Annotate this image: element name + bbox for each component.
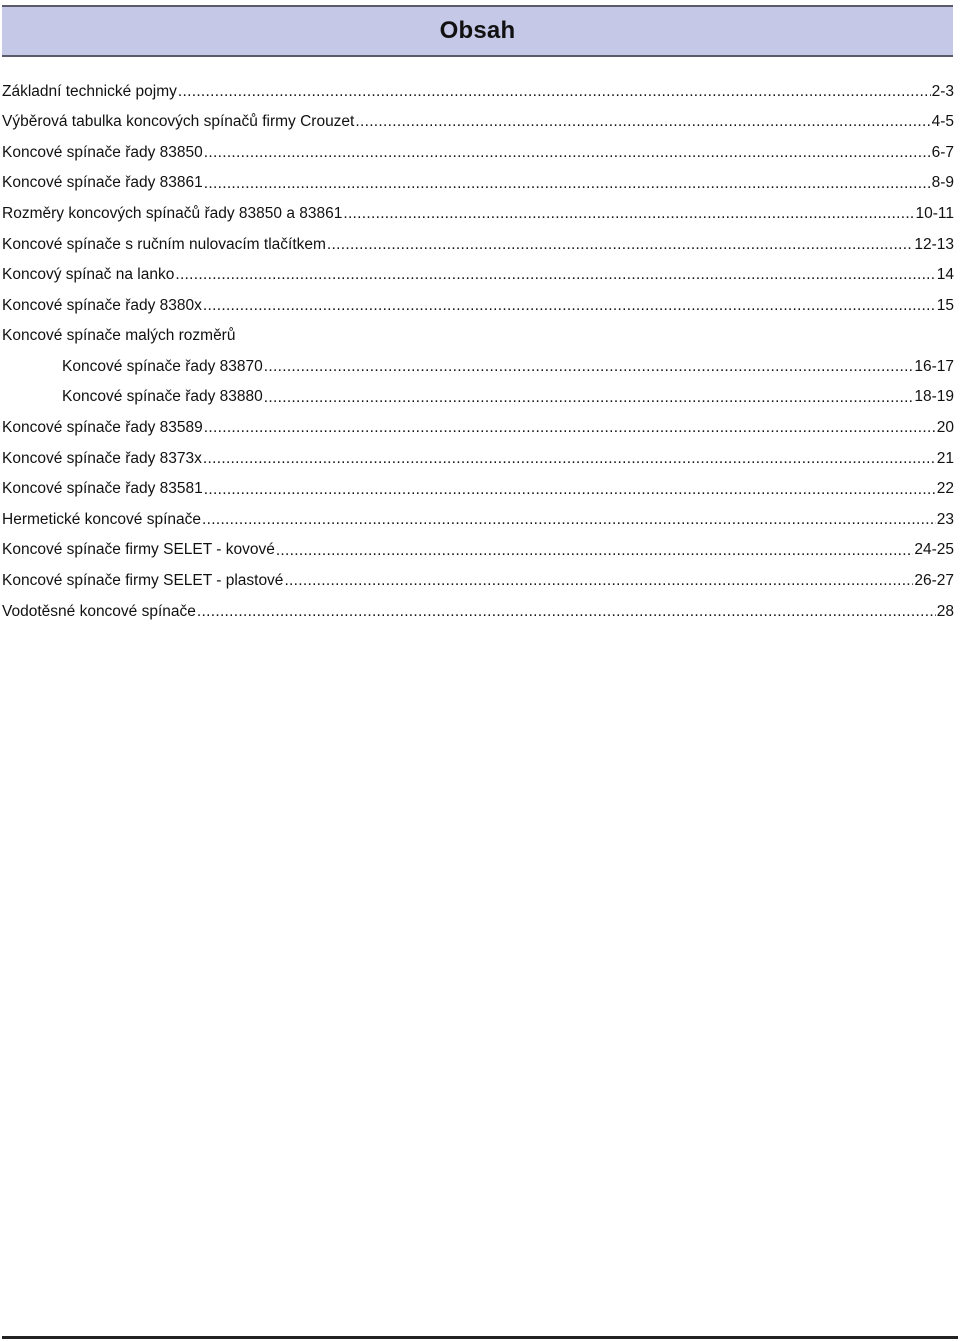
toc-leader-dots — [197, 603, 936, 619]
toc-entry-page: 12-13 — [914, 235, 954, 253]
toc-entry-label: Koncové spínače řady 83870 — [62, 357, 263, 375]
toc-entry-page: 21 — [936, 449, 954, 467]
toc-entry-label: Koncové spínače firmy SELET - kovové — [2, 541, 275, 559]
toc-entry-selet-kovove[interactable] — [2, 535, 954, 566]
toc-leader-dots — [203, 450, 936, 466]
toc-leader-dots — [204, 175, 931, 191]
toc-entry-page: 8-9 — [931, 174, 954, 192]
toc-entry-label: Koncové spínače řady 83861 — [2, 174, 203, 192]
toc-leader-dots — [204, 144, 931, 160]
toc-leader-dots — [327, 236, 913, 252]
toc-entry-label: Základní technické pojmy — [2, 82, 177, 100]
toc-entry-page: 15 — [936, 296, 954, 314]
toc-entry-label: Koncové spínače řady 8380x — [2, 296, 202, 314]
toc-entry-na-lanko[interactable] — [2, 260, 954, 291]
toc-entry-label: Koncové spínače s ručním nulovacím tlačítkem — [2, 235, 326, 253]
toc-leader-dots — [203, 297, 936, 313]
toc-entry-rada-83861[interactable] — [2, 168, 954, 199]
toc-entry-page: 16-17 — [914, 357, 954, 375]
toc-leader-dots — [355, 114, 930, 130]
toc-leader-dots — [284, 573, 913, 589]
table-of-contents — [2, 76, 954, 627]
toc-entry-vodotesne[interactable] — [2, 596, 954, 627]
toc-entry-page: 18-19 — [914, 388, 954, 406]
toc-entry-rada-83880[interactable] — [2, 382, 954, 413]
toc-leader-dots — [175, 267, 935, 283]
footer-divider — [2, 1336, 958, 1339]
toc-section-label: Koncové spínače malých rozměrů — [2, 327, 236, 345]
toc-entry-page: 26-27 — [914, 572, 954, 590]
toc-entry-page: 28 — [936, 602, 954, 620]
toc-entry-label: Koncové spínače řady 83880 — [62, 388, 263, 406]
toc-section-malych-rozmeru[interactable] — [2, 321, 954, 352]
toc-leader-dots — [343, 206, 914, 222]
toc-entry-rada-83581[interactable] — [2, 474, 954, 505]
toc-entry-rada-8380x[interactable] — [2, 290, 954, 321]
toc-entry-rozmery[interactable] — [2, 198, 954, 229]
toc-entry-selet-plastove[interactable] — [2, 566, 954, 597]
toc-leader-dots — [204, 420, 936, 436]
toc-leader-dots — [276, 542, 914, 558]
toc-entry-label: Rozměry koncových spínačů řady 83850 a 83861 — [2, 204, 343, 222]
toc-entry-page: 24-25 — [914, 541, 954, 559]
toc-entry-label: Koncový spínač na lanko — [2, 266, 175, 284]
toc-leader-dots — [264, 359, 914, 375]
toc-entry-label: Koncové spínače řady 83850 — [2, 143, 203, 161]
toc-entry-rada-83870[interactable] — [2, 351, 954, 382]
toc-entry-label: Koncové spínače řady 83589 — [2, 419, 203, 437]
toc-entry-rada-8373x[interactable] — [2, 443, 954, 474]
toc-entry-rada-83850[interactable] — [2, 137, 954, 168]
toc-entry-page: 2-3 — [931, 82, 954, 100]
toc-leader-dots — [202, 512, 936, 528]
toc-entry-page: 6-7 — [931, 143, 954, 161]
toc-leader-dots — [204, 481, 936, 497]
toc-entry-label: Koncové spínače řady 8373x — [2, 449, 202, 467]
toc-entry-vyberova-tabulka[interactable] — [2, 107, 954, 138]
toc-entry-label: Vodotěsné koncové spínače — [2, 602, 196, 620]
toc-entry-page: 4-5 — [931, 113, 954, 131]
toc-entry-rada-83589[interactable] — [2, 413, 954, 444]
toc-entry-label: Výběrová tabulka koncových spínačů firmy Crouzet — [2, 113, 355, 131]
toc-entry-label: Koncové spínače firmy SELET - plastové — [2, 572, 284, 590]
toc-entry-nulovaci-tlacitko[interactable] — [2, 229, 954, 260]
toc-entry-page: 20 — [936, 419, 954, 437]
page-title: Obsah — [439, 17, 516, 44]
toc-leader-dots — [264, 389, 914, 405]
page-header — [2, 5, 953, 57]
toc-entry-hermeticke[interactable] — [2, 504, 954, 535]
toc-entry-page: 14 — [936, 266, 954, 284]
toc-entry-label: Koncové spínače řady 83581 — [2, 480, 203, 498]
toc-entry-page: 22 — [936, 480, 954, 498]
toc-leader-dots — [178, 83, 931, 99]
toc-entry-zakladni-pojmy[interactable] — [2, 76, 954, 107]
toc-entry-page: 23 — [936, 510, 954, 528]
toc-entry-label: Hermetické koncové spínače — [2, 510, 202, 528]
toc-entry-page: 10-11 — [915, 204, 954, 222]
